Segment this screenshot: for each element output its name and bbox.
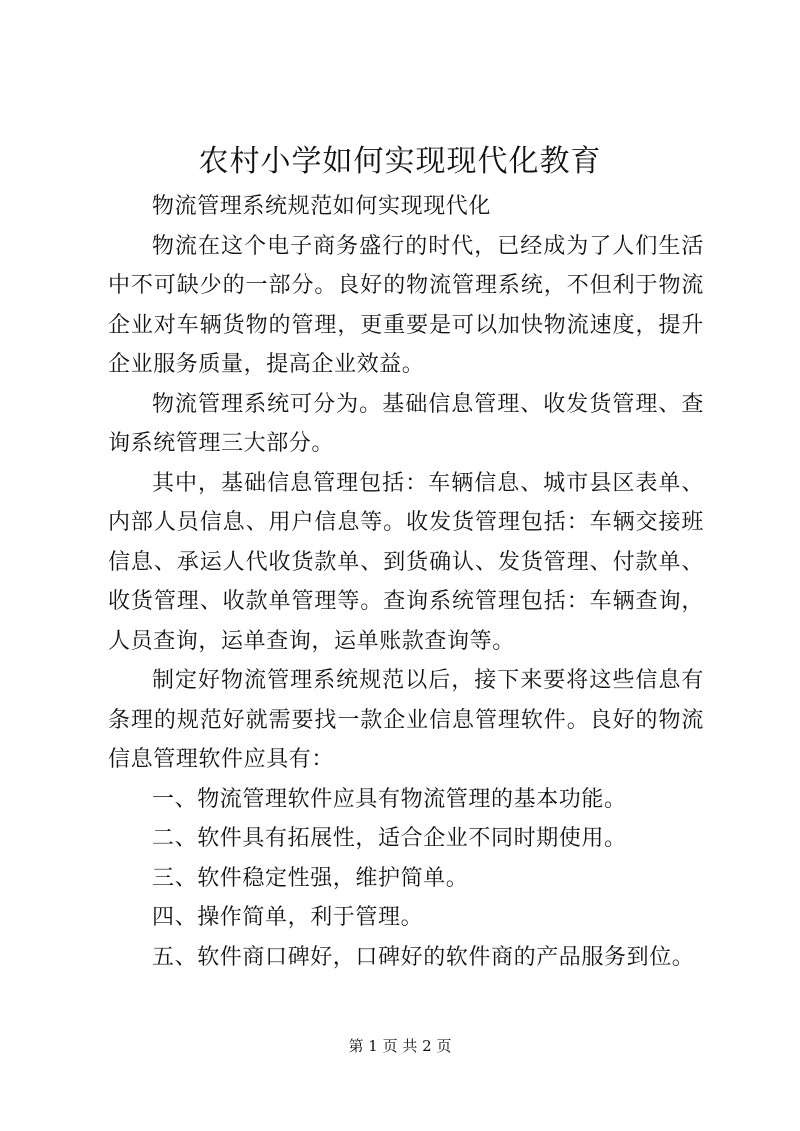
list-item: 三、软件稳定性强，维护简单。 [152,865,469,891]
list-item: 一、物流管理软件应具有物流管理的基本功能。 [152,786,627,812]
paragraph-system-parts: 物流管理系统可分为。基础信息管理、收发货管理、查询系统管理三大部分。 [108,391,704,456]
page-footer: 第 1 页 共 2 页 [348,1037,452,1055]
paragraph-intro: 物流在这个电子商务盛行的时代，已经成为了人们生活中不可缺少的一部分。良好的物流管理系统，不但利于物流企业对车辆货物的管理，更重要是可以加快物流速度，提升企业服务质量，提高企业效益。 [108,233,704,377]
document-title: 农村小学如何实现现代化教育 [198,144,602,179]
paragraph-subtitle: 物流管理系统规范如何实现现代化 [152,194,492,219]
list-item: 五、软件商口碑好，口碑好的软件商的产品服务到位。 [152,944,695,970]
list-item: 二、软件具有拓展性，适合企业不同时期使用。 [152,826,627,851]
list-item: 四、操作简单，利于管理。 [152,905,424,930]
document-body [108,187,704,977]
paragraph-details: 其中，基础信息管理包括：车辆信息、城市县区表单、内部人员信息、用户信息等。收发货管理包括：车辆交接班信息、承运人代收货款单、到货确认、发货管理、付款单、收货管理、收款单管理等。查询系统管理包括：车辆查询，人员查询，运单查询，运单账款查询等。 [108,470,704,654]
paragraph-software-requirements: 制定好物流管理系统规范以后，接下来要将这些信息有条理的规范好就需要找一款企业信息管理软件。良好的物流信息管理软件应具有： [108,668,704,772]
